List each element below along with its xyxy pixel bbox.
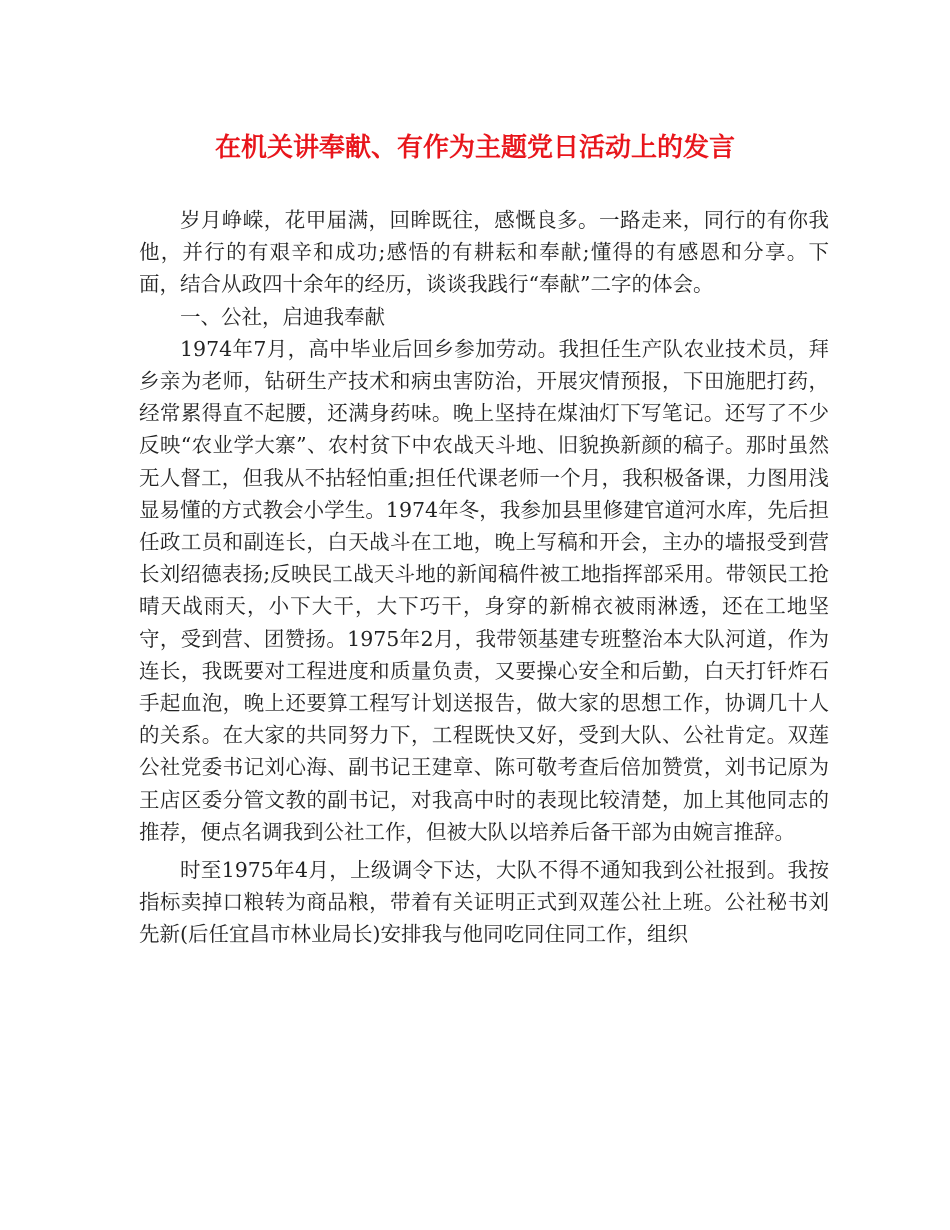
paragraph-commune: 1974年7月，高中毕业后回乡参加劳动。我担任生产队农业技术员，拜乡亲为老师，钻研生产技术和病虫害防治，开展灾情预报，下田施肥打药，经常累得直不起腰，还满身药味。晚上坚持在煤油灯下写笔记。还写了不少反映“农业学大寨”、农村贫下中农战天斗地、旧貌换新颜的稿子。那时虽然无人督工，但我从不拈轻怕重;担任代课老师一个月，我积极备课，力图用浅显易懂的方式教会小学生。1974年冬，我参加县里修建官道河水库，先后担任政工员和副连长，白天战斗在工地，晚上写稿和开会，主办的墙报受到营长刘绍德表扬;反映民工战天斗地的新闻稿件被工地指挥部采用。带领民工抢晴天战雨天，小下大干，大下巧干，身穿的新棉衣被雨淋透，还在工地坚守，受到营、团赞扬。1975年2月，我带领基建专班整治本大队河道，作为连长，我既要对工程进度和质量负责，又要操心安全和后勤，白天打钎炸石手起血泡，晚上还要算工程写计划送报告，做大家的思想工作，协调几十人的关系。在大家的共同努力下，工程既快又好，受到大队、公社肯定。双莲公社党委书记刘心海、副书记王建章、陈可敬考查后倍加赞赏，刘书记原为王店区委分管文教的副书记，对我高中时的表现比较清楚，加上其他同志的推荐，便点名调我到公社工作，但被大队以培养后备干部为由婉言推辞。 bbox=[139, 336, 829, 844]
paragraph-1975: 时至1975年4月，上级调令下达，大队不得不通知我到公社报到。我按指标卖掉口粮转为商品粮，带着有关证明正式到双莲公社上班。公社秘书刘先新(后任宜昌市林业局长)安排我与他同吃同住同工作，组织 bbox=[139, 858, 829, 947]
document-title: 在机关讲奉献、有作为主题党日活动上的发言 bbox=[214, 133, 735, 163]
section-heading: 一、公社，启迪我奉献 bbox=[180, 304, 385, 329]
paragraph-intro: 岁月峥嵘，花甲届满，回眸既往，感慨良多。一路走来，同行的有你我他，并行的有艰辛和成功;感悟的有耕耘和奉献;懂得的有感恩和分享。下面，结合从政四十余年的经历，谈谈我践行“奉献”二字的体会。 bbox=[139, 208, 829, 297]
document-body bbox=[139, 204, 829, 951]
